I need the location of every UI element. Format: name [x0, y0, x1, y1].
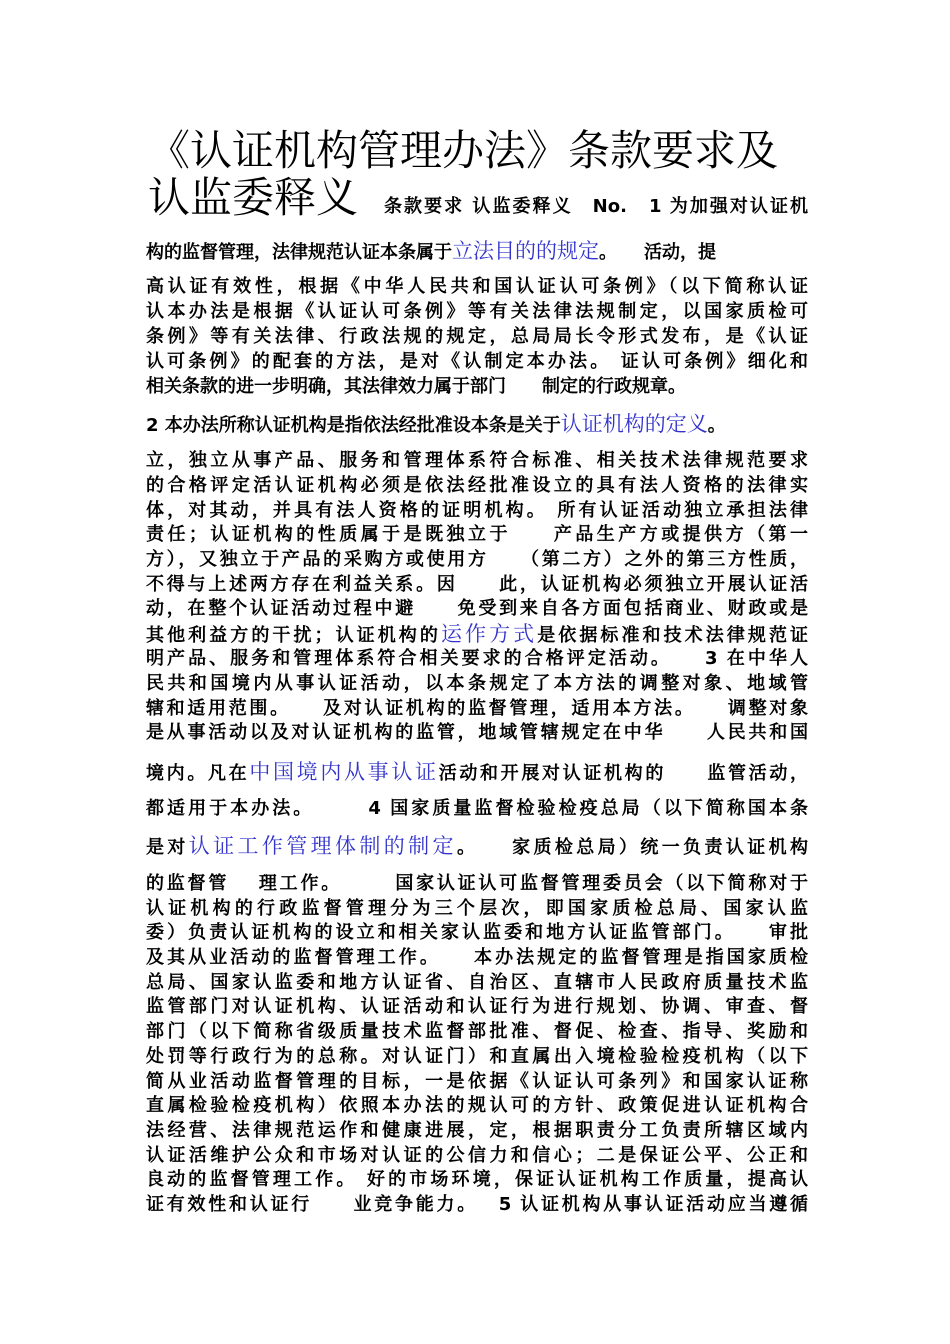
- text-line: 高认证有效性，根据《中华人民共和国认证认可条例》（以下简称认证: [146, 276, 808, 297]
- text-line: [146, 622, 808, 648]
- highlighted-term: 立法目的的规定: [452, 239, 599, 263]
- text-line: 民共和国境内从事认证活动，以本条规定了本方法的调整对象、地域管: [146, 673, 808, 694]
- highlighted-term: 中国境内从事认证: [249, 760, 439, 784]
- text-line: 都适用于本办法。 4 国家质量监督检验检疫总局（以下简称国本条: [146, 798, 808, 819]
- text-line: 良动的监督管理工作。 好的市场环境，保证认证机构工作质量，提高认: [146, 1169, 808, 1190]
- text-line: 明产品、服务和管理体系符合相关要求的合格评定活动。 3 在中华人: [146, 648, 808, 669]
- document-title-line-2: 认监委释义: [148, 173, 359, 222]
- text-run: 其他利益方的干扰；认证机构的: [146, 625, 441, 646]
- document-title-line-1: 《认证机构管理办法》条款要求及: [148, 126, 779, 175]
- text-line: 立，独立从事产品、服务和管理体系符合标准、相关技术法律规范要求: [146, 450, 808, 471]
- text-line: 方），又独立于产品的采购方或使用方 （第二方）之外的第三方性质，: [146, 549, 808, 570]
- text-line: 是从事活动以及对认证机构的监管，地域管辖规定在中华 人民共和国: [146, 722, 808, 743]
- text-line: 直属检验检疫机构）依照本办法的规认可的方针、政策促进认证机构合: [146, 1095, 808, 1116]
- text-line: 的监督管 理工作。 国家认证认可监督管理委员会（以下简称对于: [146, 873, 808, 894]
- text-run: 。 家质检总局）统一负责认证机构: [456, 837, 809, 858]
- text-line: 的合格评定活认证机构必须是依法经批准设立的具有法人资格的法律实: [146, 475, 808, 496]
- highlighted-term: 认证机构的定义: [560, 412, 708, 436]
- text-line: 委）负责认证机构的设立和相关家认监委和地方认证监管部门。 审批: [146, 922, 808, 943]
- text-line: 总局、国家认监委和地方认证省、自治区、直辖市人民政府质量技术监: [146, 972, 808, 993]
- text-run: 。: [707, 415, 726, 436]
- text-line: 辖和适用范围。 及对认证机构的监督管理，适用本方法。 调整对象: [146, 698, 808, 719]
- text-line: 简从业活动监督管理的目标，一是依据《认证认可条列》和国家认证称: [146, 1071, 808, 1092]
- text-line: 责任；认证机构的性质属于是既独立于 产品生产方或提供方（第一: [146, 524, 808, 545]
- text-line: 部门（以下简称省级质量技术监督部批准、督促、检查、指导、奖励和: [146, 1021, 808, 1042]
- text-line: 认可条例》的配套的方法，是对《认制定本办法。 证认可条例》细化和: [146, 351, 808, 372]
- text-line: 认证活维护公众和市场对认证的公信力和信心；二是保证公平、公正和: [146, 1145, 808, 1166]
- text-line: 证有效性和认证行 业竞争能力。 5 认证机构从事认证活动应当遵循: [146, 1194, 808, 1215]
- text-line: 动，在整个认证活动过程中避 免受到来自各方面包括商业、财政或是: [146, 598, 808, 619]
- text-run: 构的监督管理，法律规范认证本条属于: [146, 242, 452, 263]
- text-run: 活动和开展对认证机构的 监管活动，: [438, 763, 809, 784]
- text-run: 2 本办法所称认证机构是指依法经批准设本条是关于: [146, 415, 561, 436]
- text-line: [146, 239, 808, 265]
- text-line: [146, 834, 808, 860]
- text-line: 处罚等行政行为的总称。对认证门）和直属出入境检验检疫机构（以下: [146, 1046, 808, 1067]
- text-line: [146, 412, 808, 438]
- text-run: 境内。凡在: [146, 763, 250, 784]
- text-run: 是对: [146, 837, 189, 858]
- highlighted-term: 认证工作管理体制的制定: [188, 834, 457, 858]
- text-line: 认证机构的行政监督管理分为三个层次，即国家质检总局、国家认监: [146, 898, 808, 919]
- text-line: 条例》等有关法律、行政法规的规定，总局局长令形式发布，是《认证: [146, 326, 808, 347]
- text-line: 法经营、法律规范运作和健康进展，定，根据职责分工负责所辖区域内: [146, 1120, 808, 1141]
- text-line: 条款要求 认监委释义 No. 1 为加强对认证机: [384, 196, 808, 217]
- text-run: 。 活动，提: [599, 242, 716, 263]
- text-line: [146, 760, 808, 786]
- text-line: 相关条款的进一步明确，其法律效力属于部门 制定的行政规章。: [146, 376, 686, 397]
- highlighted-term: 运作方式: [440, 622, 538, 646]
- text-line: 监管部门对认证机构、认证活动和认证行为进行规划、协调、审查、督: [146, 996, 808, 1017]
- text-line: 不得与上述两方存在利益关系。因 此，认证机构必须独立开展认证活: [146, 574, 808, 595]
- text-line: 认本办法是根据《认证认可条例》等有关法律法规制定，以国家质检可: [146, 301, 808, 322]
- text-line: 及其从业活动的监督管理工作。 本办法规定的监督管理是指国家质检: [146, 947, 808, 968]
- text-run: 是依据标准和技术法律规范证: [537, 625, 809, 646]
- text-line: 体，对其动，并具有法人资格的证明机构。 所有认证活动独立承担法律: [146, 500, 808, 521]
